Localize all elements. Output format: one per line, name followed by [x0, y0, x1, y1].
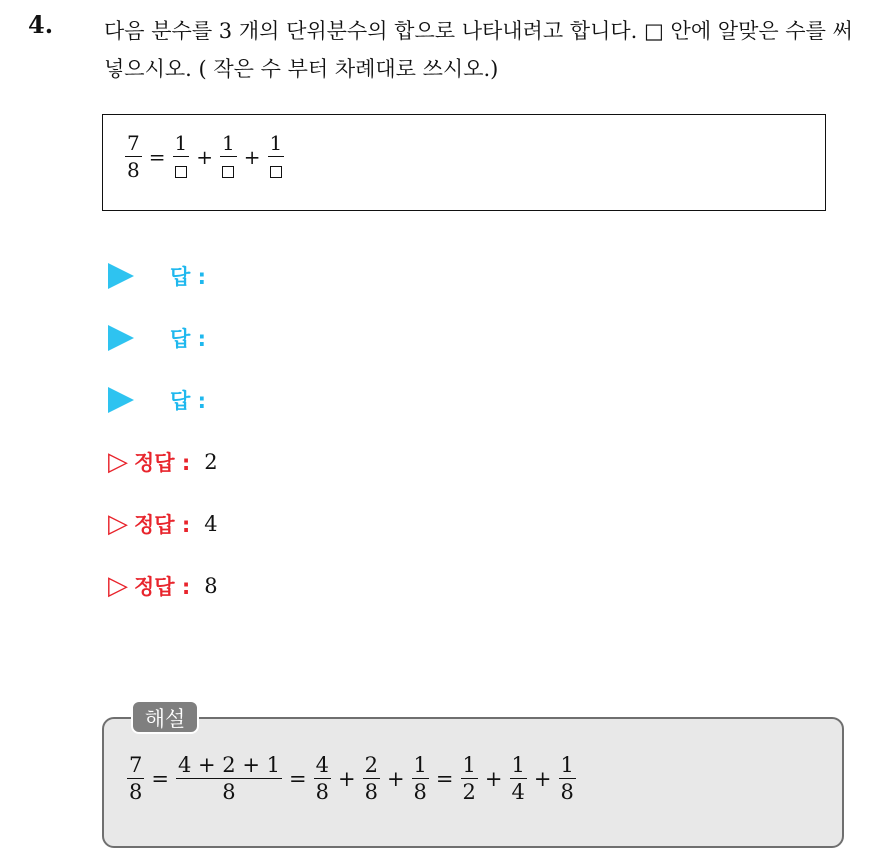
blank-box-3[interactable]: [270, 166, 282, 178]
numerator: 1: [174, 131, 188, 155]
numerator: 2: [364, 753, 378, 777]
fraction-term-1: [173, 130, 190, 183]
fraction: [510, 752, 527, 805]
problem-equation: [122, 130, 287, 183]
plus-sign: +: [386, 766, 405, 791]
correct-label: 정답 :: [134, 513, 191, 537]
answer-row-2[interactable]: [108, 321, 206, 355]
plus-sign: +: [484, 766, 503, 791]
fraction-term-2: [220, 130, 237, 183]
numerator: 1: [560, 753, 574, 777]
correct-answer-row-1: [108, 445, 218, 479]
answer-row-3[interactable]: [108, 383, 206, 417]
fraction: [412, 752, 429, 805]
blank-box-2[interactable]: [222, 166, 234, 178]
denominator: 8: [129, 780, 143, 804]
outline-triangle-icon: ▷: [108, 571, 128, 601]
play-triangle-icon: [108, 263, 134, 289]
denominator: 2: [462, 780, 476, 804]
correct-label: 정답 :: [134, 451, 191, 475]
blank-box-1[interactable]: [175, 166, 187, 178]
denominator: 8: [315, 780, 329, 804]
numerator: 1: [269, 131, 283, 155]
plus-sign: +: [533, 766, 552, 791]
play-triangle-icon: [108, 325, 134, 351]
numerator: 4 + 2 + 1: [177, 753, 280, 777]
numerator: 7: [129, 753, 143, 777]
numerator: 1: [511, 753, 525, 777]
plus-sign: +: [337, 766, 356, 791]
equals-sign: =: [151, 766, 169, 791]
equals-sign: =: [288, 766, 307, 791]
correct-label: 정답 :: [134, 575, 191, 599]
correct-value: 4: [204, 512, 218, 536]
numerator: 7: [127, 131, 140, 155]
numerator: 1: [462, 753, 476, 777]
equals-sign: =: [435, 766, 454, 791]
fraction-term-3: [268, 130, 285, 183]
denominator: 8: [364, 780, 378, 804]
question-number: 4.: [28, 10, 54, 39]
numerator: 1: [413, 753, 427, 777]
correct-value: 2: [204, 450, 218, 474]
correct-answer-row-3: [108, 569, 218, 603]
outline-triangle-icon: ▷: [108, 447, 128, 477]
plus-sign: +: [243, 144, 261, 169]
equals-sign: =: [148, 144, 166, 169]
denominator: 4: [511, 780, 525, 804]
plus-sign: +: [196, 144, 213, 169]
explanation-equation: [124, 752, 579, 805]
denominator: 8: [127, 158, 140, 182]
numerator: 4: [315, 753, 329, 777]
fraction: [314, 752, 331, 805]
denominator: 8: [222, 780, 236, 804]
fraction: [127, 752, 144, 805]
denominator: 8: [413, 780, 427, 804]
fraction: [559, 752, 576, 805]
fraction-lhs: [125, 130, 142, 183]
fraction: [176, 752, 282, 805]
answer-label: 답 :: [170, 265, 206, 289]
outline-triangle-icon: ▷: [108, 509, 128, 539]
numerator: 1: [222, 131, 235, 155]
explanation-tag: 해설: [131, 700, 199, 734]
correct-value: 8: [204, 574, 218, 598]
play-triangle-icon: [108, 387, 134, 413]
question-text: 다음 분수를 3 개의 단위분수의 합으로 나타내려고 합니다. □ 안에 알맞은 수를 써넣으시오. ( 작은 수 부터 차례대로 쓰시오.): [104, 19, 853, 81]
answer-row-1[interactable]: [108, 259, 206, 293]
fraction: [363, 752, 380, 805]
correct-answer-row-2: [108, 507, 218, 541]
denominator: 8: [560, 780, 574, 804]
answer-label: 답 :: [170, 327, 206, 351]
answer-label: 답 :: [170, 389, 206, 413]
fraction: [461, 752, 478, 805]
